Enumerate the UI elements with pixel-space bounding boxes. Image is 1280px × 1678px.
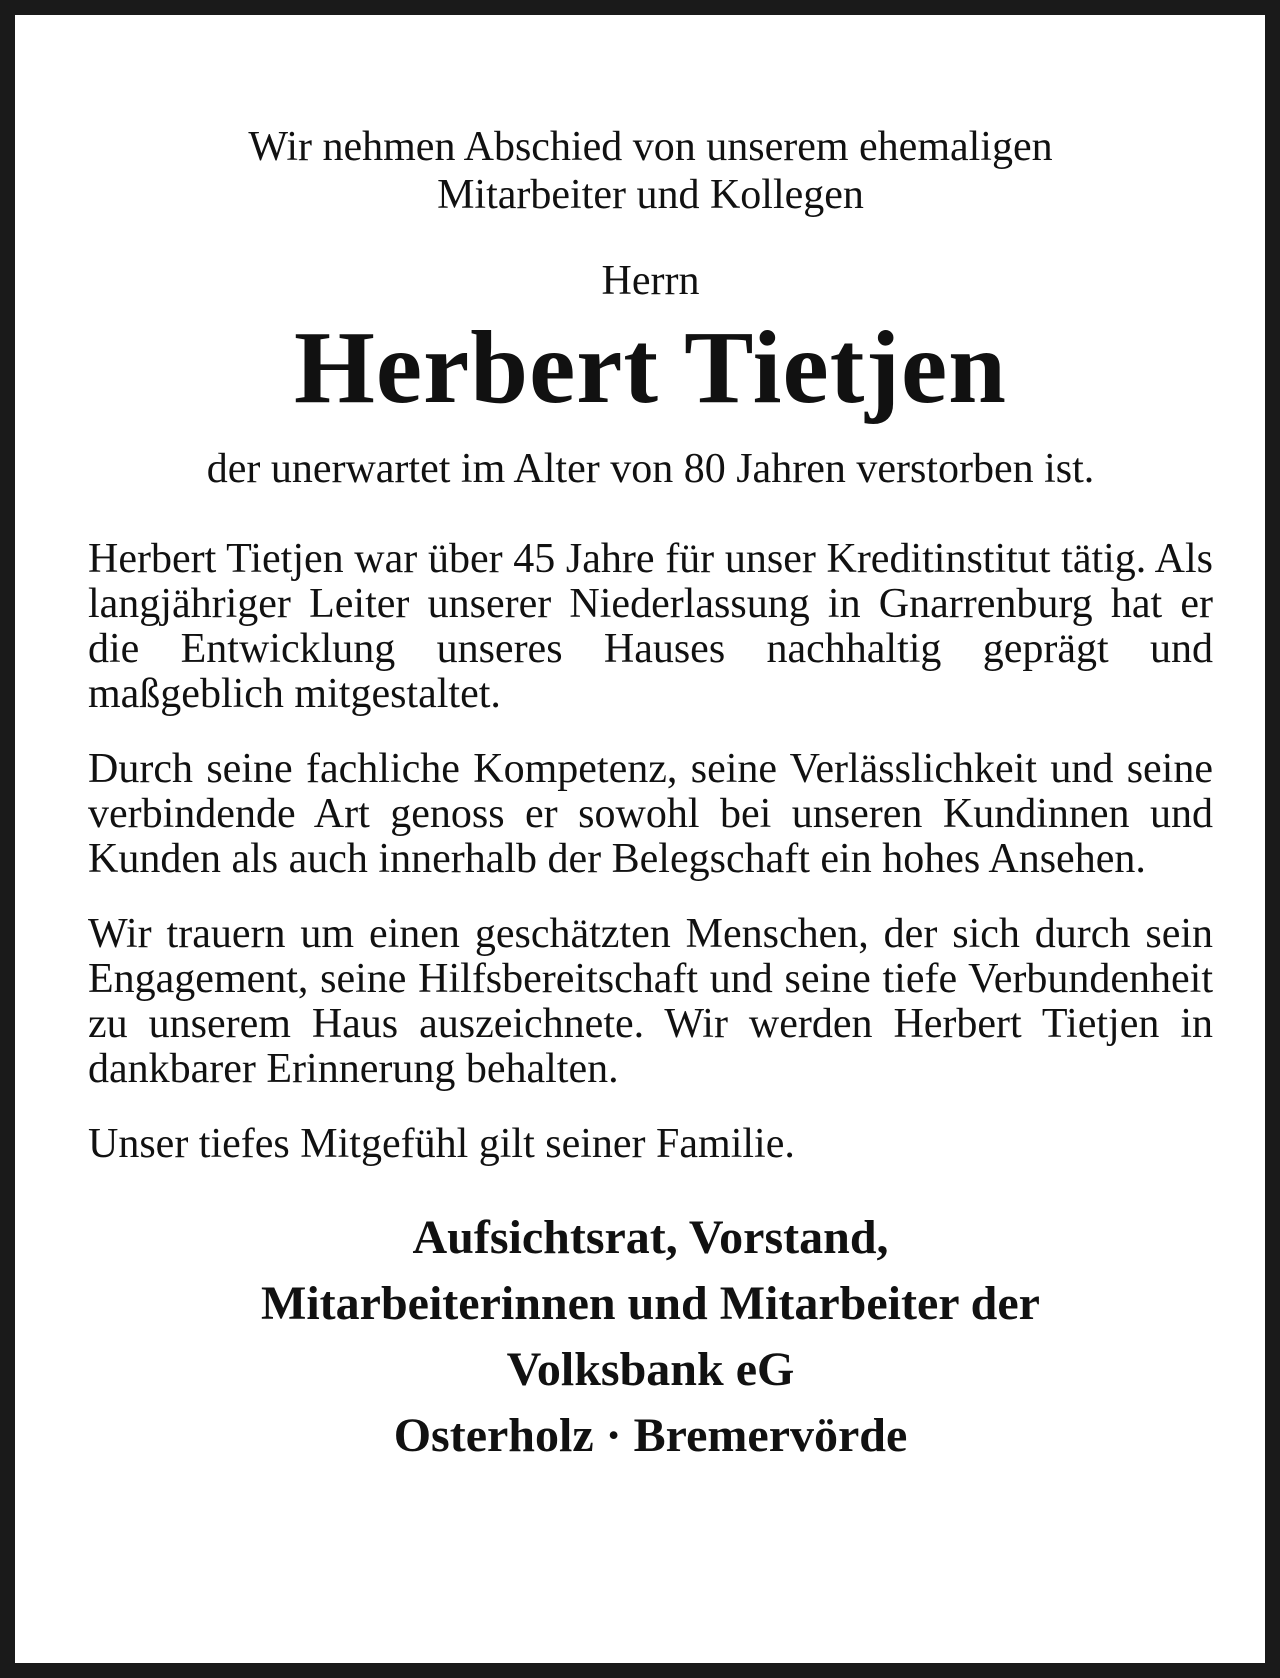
tribute-paragraph: Wir trauern um einen geschätzten Menschen, der sich durch sein Engagement, seine Hilfsbereitschaft und seine tiefe Verbundenheit zu unserem Haus auszeichnete. Wir werden Herbert Tietjen in dankbarer Erinnerung behalten. (88, 911, 1213, 1092)
death-statement: der unerwartet im Alter von 80 Jahren verstorben ist. (206, 446, 1095, 492)
intro-line: Mitarbeiter und Kollegen (437, 172, 864, 218)
notice-content (88, 123, 1213, 1469)
salutation: Herrn (601, 258, 700, 304)
intro-line: Wir nehmen Abschied von unserem ehemaligen (248, 124, 1053, 170)
tribute-paragraph: Herbert Tietjen war über 45 Jahre für unser Kreditinstitut tätig. Als langjähriger Leiter unserer Niederlassung in Gnarrenburg hat er die Entwicklung unseres Hauses nachhaltig geprägt und maßgeblich mitgestaltet. (88, 536, 1213, 717)
signature-line: Mitarbeiterinnen und Mitarbeiter der (261, 1277, 1040, 1330)
deceased-name: Herbert Tietjen (294, 310, 1007, 425)
signature-line: Aufsichtsrat, Vorstand, (412, 1211, 889, 1264)
signature-block (88, 1205, 1213, 1469)
condolence-paragraph: Unser tiefes Mitgefühl gilt seiner Familie. (88, 1121, 795, 1167)
tribute-paragraph: Durch seine fachliche Kompetenz, seine Verlässlichkeit und seine verbindende Art genoss er sowohl bei unseren Kundinnen und Kunden als auch innerhalb der Belegschaft ein hohes Ansehen. (88, 746, 1213, 882)
signature-line: Osterholz · Bremervörde (393, 1409, 908, 1462)
signature-line: Volksbank eG (506, 1343, 795, 1396)
